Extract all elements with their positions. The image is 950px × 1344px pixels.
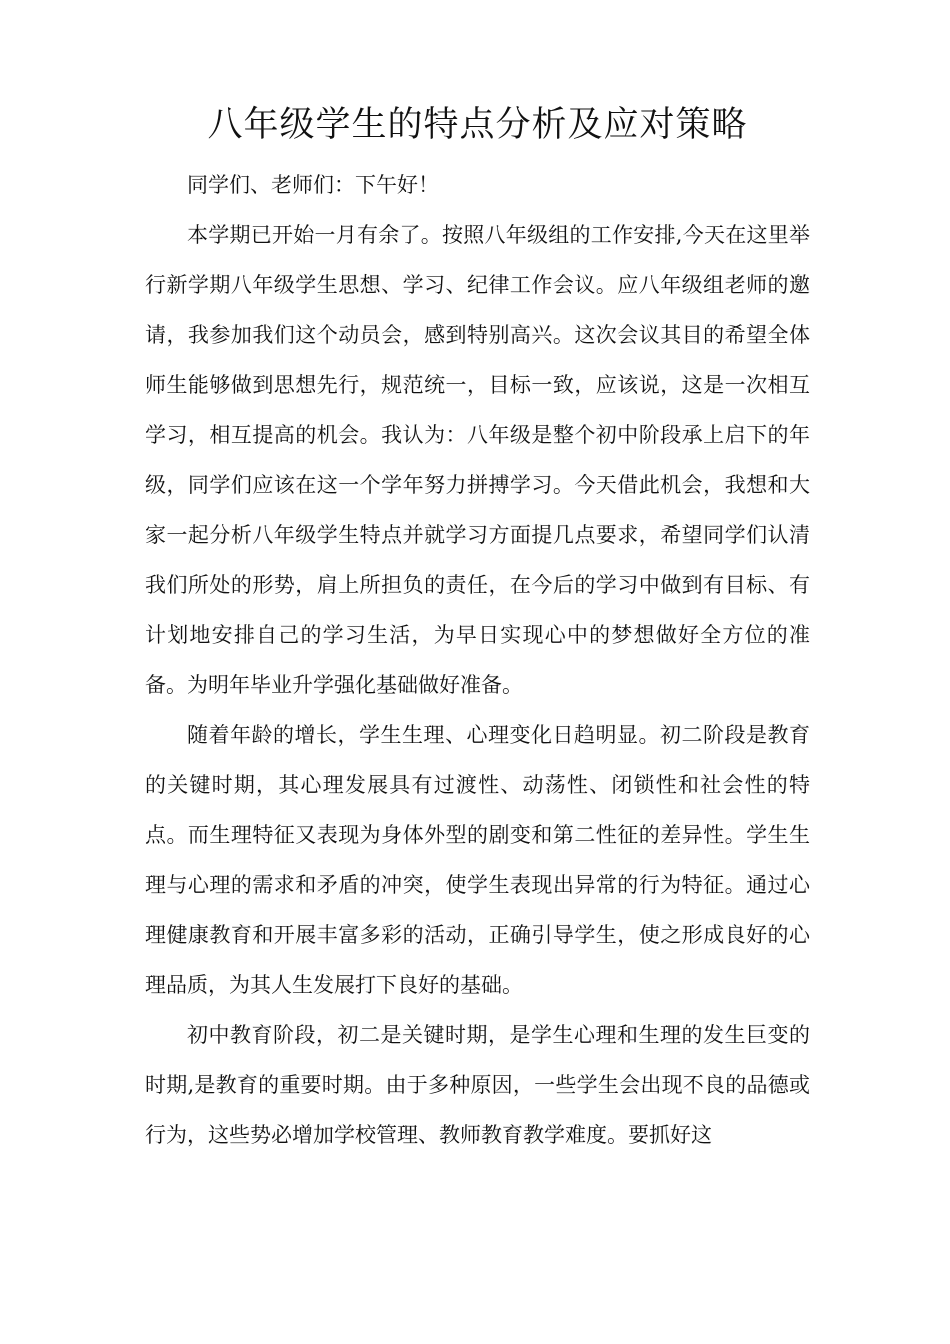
greeting-line: 同学们、老师们：下午好！ — [187, 173, 439, 197]
document-title: 八年级学生的特点分析及应对策略 — [207, 105, 748, 145]
paragraph-characteristics: 随着年龄的增长，学生生理、心理变化日趋明显。初二阶段是教育的关键时期，其心理发展具有过渡性、动荡性、闭锁性和社会性的特点。而生理特征又表现为身体外型的剧变和第二性征的差异性。学生生理与心理的需求和矛盾的冲突，使学生表现出异常的行为特征。通过心理健康教育和开展丰富多彩的活动，正确引导学生，使之形成良好的心理品质，为其人生发展打下良好的基础。 — [145, 723, 810, 997]
paragraph-critical-period: 初中教育阶段，初二是关键时期，是学生心理和生理的发生巨变的时期,是教育的重要时期。由于多种原因，一些学生会出现不良的品德或行为，这些势必增加学校管理、教师教育教学难度。要抓好这 — [145, 1023, 810, 1147]
paragraph-intro: 本学期已开始一月有余了。按照八年级组的工作安排,今天在这里举行新学期八年级学生思想、学习、纪律工作会议。应八年级组老师的邀请，我参加我们这个动员会，感到特别高兴。这次会议其目的希望全体师生能够做到思想先行，规范统一，目标一致，应该说，这是一次相互学习，相互提高的机会。我认为：八年级是整个初中阶段承上启下的年级，同学们应该在这一个学年努力拼搏学习。今天借此机会，我想和大家一起分析八年级学生特点并就学习方面提几点要求，希望同学们认清我们所处的形势，肩上所担负的责任，在今后的学习中做到有目标、有计划地安排自己的学习生活，为早日实现心中的梦想做好全方位的准备。为明年毕业升学强化基础做好准备。 — [145, 223, 810, 697]
document-page — [145, 100, 810, 1160]
